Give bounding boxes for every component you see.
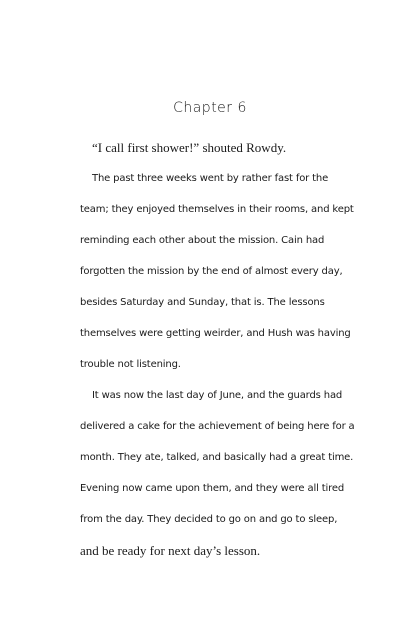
chapter-title: Chapter 6: [173, 100, 247, 116]
chapter-body: [80, 132, 360, 566]
text-line: trouble not listening.: [80, 359, 181, 370]
text-line: reminding each other about the mission. Cain had: [80, 235, 325, 246]
text-line: It was now the last day of June, and the guards had: [92, 390, 343, 401]
paragraph: [80, 163, 360, 380]
text-line: team; they enjoyed themselves in their rooms, and kept: [80, 204, 354, 215]
text-line: month. They ate, talked, and basically had a great time.: [80, 452, 354, 463]
text-line: “I call first shower!” shouted Rowdy.: [92, 140, 287, 155]
text-line: forgotten the mission by the end of almost every day,: [80, 266, 343, 277]
paragraph: [80, 380, 360, 566]
text-line: besides Saturday and Sunday, that is. The lessons: [80, 297, 325, 308]
text-line: and be ready for next day’s lesson.: [80, 543, 261, 558]
text-line: delivered a cake for the achievement of being here for a: [80, 421, 355, 432]
text-line: The past three weeks went by rather fast for the: [92, 173, 329, 184]
paragraph: [80, 132, 360, 163]
text-line: from the day. They decided to go on and go to sleep,: [80, 514, 338, 525]
text-line: Evening now came upon them, and they were all tired: [80, 483, 345, 494]
text-line: themselves were getting weirder, and Hush was having: [80, 328, 351, 339]
